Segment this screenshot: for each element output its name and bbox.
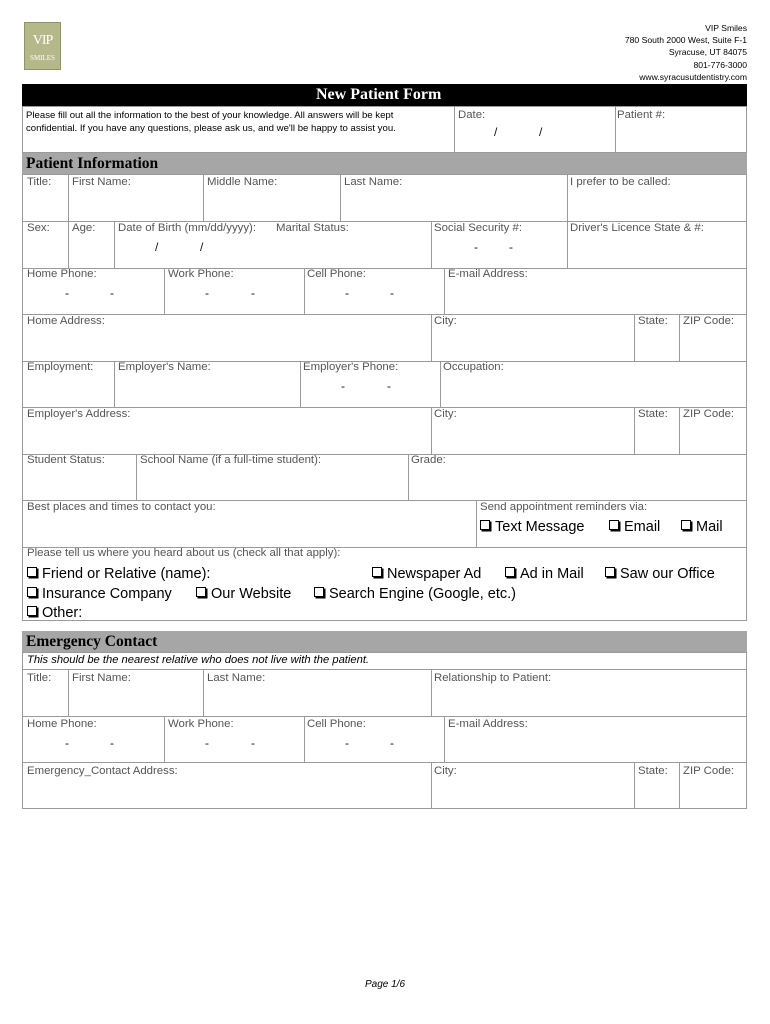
phone-separator: -	[390, 286, 394, 300]
practice-phone: 801-776-3000	[693, 59, 747, 70]
ssn-label: Social Security #:	[434, 222, 522, 234]
referral-newspaper-label: Newspaper Ad	[387, 566, 482, 582]
intro-text: Please fill out all the information to the best of your knowledge. All answers will be kept confidential. If you have any questions, please ask us, and we'll be happy to assist you.	[26, 110, 396, 135]
phone-separator: -	[65, 286, 69, 300]
first-name-label: First Name:	[72, 176, 131, 188]
phone-separator: -	[110, 736, 114, 750]
dob-separator: /	[155, 240, 159, 254]
date-separator: /	[539, 125, 543, 139]
emergency-first-name-label: First Name:	[72, 672, 131, 684]
preferred-name-label: I prefer to be called:	[570, 176, 671, 188]
logo-subtext: SMILES	[30, 54, 55, 62]
referral-other-label: Other:	[42, 605, 83, 621]
home-address-label: Home Address:	[27, 315, 105, 327]
phone-separator: -	[341, 379, 345, 393]
checkbox-icon	[314, 587, 324, 597]
dob-label: Date of Birth (mm/dd/yyyy):	[118, 222, 256, 234]
middle-name-label: Middle Name:	[207, 176, 278, 188]
emergency-state-label: State:	[638, 765, 668, 777]
emergency-zip-label: ZIP Code:	[683, 765, 735, 777]
emergency-address-label: Emergency_Contact Address:	[27, 765, 178, 777]
checkbox-icon	[27, 567, 37, 577]
phone-separator: -	[251, 736, 255, 750]
drivers-licence-label: Driver's Licence State & #:	[570, 222, 704, 234]
work-phone-label: Work Phone:	[168, 268, 234, 280]
referral-friend-label: Friend or Relative (name):	[42, 566, 211, 582]
city-label: City:	[434, 408, 457, 420]
practice-info	[625, 22, 747, 83]
phone-separator: -	[65, 736, 69, 750]
emergency-contact-heading: Emergency Contact	[22, 631, 747, 652]
referral-friend-checkbox[interactable]	[27, 566, 210, 582]
marital-status-label: Marital Status:	[276, 222, 349, 234]
home-phone-label: Home Phone:	[27, 268, 97, 280]
checkbox-icon	[681, 520, 691, 530]
practice-logo	[24, 22, 61, 70]
patient-number-field[interactable]	[615, 107, 746, 152]
practice-address-line2: Syracuse, UT 84075	[668, 47, 747, 58]
practice-address-line1: 780 South 2000 West, Suite F-1	[624, 35, 747, 46]
heard-about-label: Please tell us where you heard about us (check all that apply):	[27, 547, 341, 559]
reminder-mail-label: Mail	[696, 519, 723, 535]
patient-number-label: Patient #:	[617, 109, 666, 121]
occupation-label: Occupation:	[443, 361, 504, 373]
checkbox-icon	[605, 567, 615, 577]
referral-office-label: Saw our Office	[620, 566, 715, 582]
phone-separator: -	[205, 736, 209, 750]
state-label: State:	[638, 408, 668, 420]
checkbox-icon	[609, 520, 619, 530]
emergency-work-phone-label: Work Phone:	[168, 718, 234, 730]
title-field-label: Title:	[27, 176, 52, 188]
employment-label: Employment:	[27, 361, 94, 373]
employer-name-label: Employer's Name:	[118, 361, 211, 373]
checkbox-icon	[27, 606, 37, 616]
checkbox-icon	[505, 567, 515, 577]
school-name-label: School Name (if a full-time student):	[140, 454, 322, 466]
phone-separator: -	[387, 379, 391, 393]
cell-phone-label: Cell Phone:	[307, 268, 366, 280]
sex-label: Sex:	[27, 222, 50, 234]
ssn-separator: -	[509, 240, 513, 254]
practice-name: VIP Smiles	[705, 23, 747, 33]
phone-separator: -	[345, 286, 349, 300]
referral-insurance-label: Insurance Company	[42, 586, 172, 602]
referral-newspaper-checkbox[interactable]	[372, 566, 481, 582]
reminder-email-checkbox[interactable]	[609, 519, 660, 535]
referral-office-checkbox[interactable]	[605, 566, 715, 582]
reminder-mail-checkbox[interactable]	[681, 519, 723, 535]
age-label: Age:	[72, 222, 96, 234]
referral-other-checkbox[interactable]	[27, 605, 82, 621]
checkbox-icon	[372, 567, 382, 577]
referral-mail-ad-label: Ad in Mail	[520, 566, 584, 582]
patient-info-heading: Patient Information	[22, 153, 747, 174]
reminder-email-label: Email	[624, 519, 661, 535]
zip-label: ZIP Code:	[683, 408, 735, 420]
emergency-last-name-label: Last Name:	[207, 672, 266, 684]
emergency-email-label: E-mail Address:	[448, 718, 528, 730]
employer-phone-label: Employer's Phone:	[303, 361, 399, 373]
date-label: Date:	[458, 109, 486, 121]
phone-separator: -	[345, 736, 349, 750]
practice-website: www.syracusutdentistry.com	[639, 71, 747, 82]
relationship-label: Relationship to Patient:	[434, 672, 552, 684]
referral-website-label: Our Website	[211, 586, 292, 602]
ssn-separator: -	[474, 240, 478, 254]
emergency-home-phone-label: Home Phone:	[27, 718, 97, 730]
reminder-text-label: Text Message	[495, 519, 585, 535]
reminders-label: Send appointment reminders via:	[480, 501, 648, 513]
referral-website-checkbox[interactable]	[196, 586, 291, 602]
phone-separator: -	[205, 286, 209, 300]
zip-label: ZIP Code:	[683, 315, 735, 327]
email-label: E-mail Address:	[448, 268, 528, 280]
city-label: City:	[434, 315, 457, 327]
employer-address-label: Employer's Address:	[27, 408, 131, 420]
referral-insurance-checkbox[interactable]	[27, 586, 172, 602]
emergency-city-label: City:	[434, 765, 457, 777]
emergency-note: This should be the nearest relative who does not live with the patient.	[27, 654, 370, 666]
referral-search-label: Search Engine (Google, etc.)	[329, 586, 516, 602]
logo-text: VIP	[32, 33, 53, 48]
date-field[interactable]	[454, 107, 614, 152]
checkbox-icon	[196, 587, 206, 597]
grade-label: Grade:	[411, 454, 446, 466]
student-status-label: Student Status:	[27, 454, 105, 466]
phone-separator: -	[390, 736, 394, 750]
checkbox-icon	[480, 520, 490, 530]
referral-mail-ad-checkbox[interactable]	[505, 566, 584, 582]
best-contact-label: Best places and times to contact you:	[27, 501, 216, 513]
last-name-label: Last Name:	[344, 176, 403, 188]
checkbox-icon	[27, 587, 37, 597]
phone-separator: -	[251, 286, 255, 300]
date-separator: /	[494, 125, 498, 139]
reminder-text-checkbox[interactable]	[480, 519, 584, 535]
phone-separator: -	[110, 286, 114, 300]
emergency-title-label: Title:	[27, 672, 52, 684]
dob-separator: /	[200, 240, 204, 254]
page-number: Page 1/6	[364, 979, 406, 990]
emergency-cell-phone-label: Cell Phone:	[307, 718, 366, 730]
state-label: State:	[638, 315, 668, 327]
form-title: New Patient Form	[22, 84, 747, 106]
referral-search-checkbox[interactable]	[314, 586, 516, 602]
